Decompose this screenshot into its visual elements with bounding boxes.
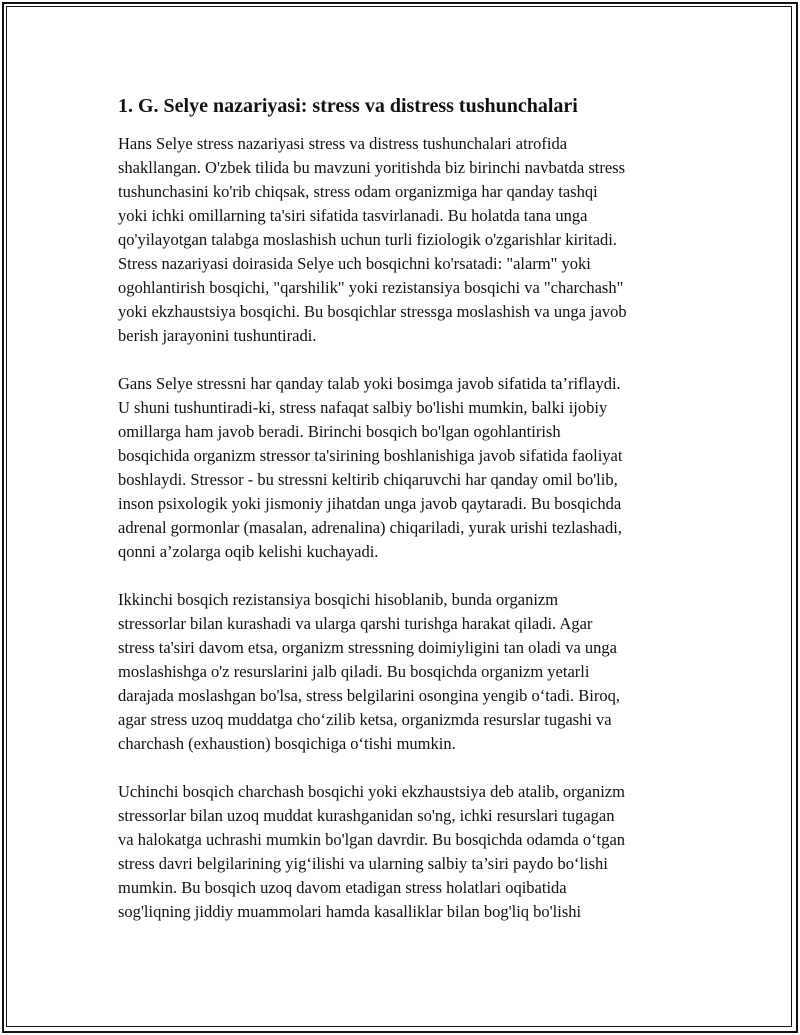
- text-line: agar stress uzoq muddatga cho‘zilib ketsa, organizmda resurslar tugashi va: [118, 710, 612, 729]
- text-line: va halokatga uchrashi mumkin bo'lgan davrdir. Bu bosqichda odamda o‘tgan: [118, 830, 626, 849]
- text-line: sog'liqning jiddiy muammolari hamda kasalliklar bilan bog'liq bo'lishi: [118, 902, 582, 921]
- text-line: mumkin. Bu bosqich uzoq davom etadigan stress holatlari oqibatida: [118, 878, 567, 897]
- paragraph-4: [118, 780, 698, 924]
- document-body: [118, 92, 698, 948]
- text-line: omillarga ham javob beradi. Birinchi bosqich bo'lgan ogohlantirish: [118, 422, 561, 441]
- text-line: yoki ekzhaustsiya bosqichi. Bu bosqichlar stressga moslashish va unga javob: [118, 302, 627, 321]
- text-line: ogohlantirish bosqichi, "qarshilik" yoki rezistansiya bosqichi va "charchash": [118, 278, 624, 297]
- text-line: Stress nazariyasi doirasida Selye uch bosqichni ko'rsatadi: "alarm" yoki: [118, 254, 591, 273]
- text-line: qonni a’zolarga oqib kelishi kuchayadi.: [118, 542, 379, 561]
- text-line: yoki ichki omillarning ta'siri sifatida tasvirlanadi. Bu holatda tana unga: [118, 206, 588, 225]
- paragraph-1: [118, 132, 698, 348]
- text-line: Gans Selye stressni har qanday talab yoki bosimga javob sifatida ta’riflaydi.: [118, 374, 621, 393]
- section-heading: 1. G. Selye nazariyasi: stress va distress tushunchalari: [118, 95, 578, 117]
- text-line: moslashishga o'z resurslarini jalb qiladi. Bu bosqichda organizm yetarli: [118, 662, 590, 681]
- text-line: qo'yilayotgan talabga moslashish uchun turli fiziologik o'zgarishlar kiritadi.: [118, 230, 618, 249]
- paragraph-container: [118, 132, 698, 924]
- text-line: stressorlar bilan kurashadi va ularga qarshi turishga harakat qiladi. Agar: [118, 614, 593, 633]
- text-line: stressorlar bilan uzoq muddat kurashganidan so'ng, ichki resurslari tugagan: [118, 806, 615, 825]
- text-line: Hans Selye stress nazariyasi stress va distress tushunchalari atrofida: [118, 134, 568, 153]
- text-line: inson psixologik yoki jismoniy jihatdan unga javob qaytaradi. Bu bosqichda: [118, 494, 622, 513]
- paragraph-2: [118, 372, 698, 564]
- text-line: Ikkinchi bosqich rezistansiya bosqichi hisoblanib, bunda organizm: [118, 590, 559, 609]
- text-line: adrenal gormonlar (masalan, adrenalina) chiqariladi, yurak urishi tezlashadi,: [118, 518, 622, 537]
- text-line: stress davri belgilarining yig‘ilishi va ularning salbiy ta’siri paydo bo‘lishi: [118, 854, 608, 873]
- text-line: berish jarayonini tushuntiradi.: [118, 326, 317, 345]
- text-line: Uchinchi bosqich charchash bosqichi yoki ekzhaustsiya deb atalib, organizm: [118, 782, 625, 801]
- text-line: shakllangan. O'zbek tilida bu mavzuni yoritishda biz birinchi navbatda stress: [118, 158, 626, 177]
- text-line: U shuni tushuntiradi-ki, stress nafaqat salbiy bo'lishi mumkin, balki ijobiy: [118, 398, 608, 417]
- text-line: bosqichida organizm stressor ta'sirining boshlanishiga javob sifatida faoliyat: [118, 446, 623, 465]
- text-line: tushunchasini ko'rib chiqsak, stress odam organizmiga har qanday tashqi: [118, 182, 598, 201]
- text-line: boshlaydi. Stressor - bu stressni keltirib chiqaruvchi har qanday omil bo'lib,: [118, 470, 618, 489]
- text-line: darajada moslashgan bo'lsa, stress belgilarini osongina yengib o‘tadi. Biroq,: [118, 686, 620, 705]
- paragraph-3: [118, 588, 698, 756]
- text-line: charchash (exhaustion) bosqichiga o‘tishi mumkin.: [118, 734, 456, 753]
- text-line: stress ta'siri davom etsa, organizm stressning doimiyligini tan oladi va unga: [118, 638, 617, 657]
